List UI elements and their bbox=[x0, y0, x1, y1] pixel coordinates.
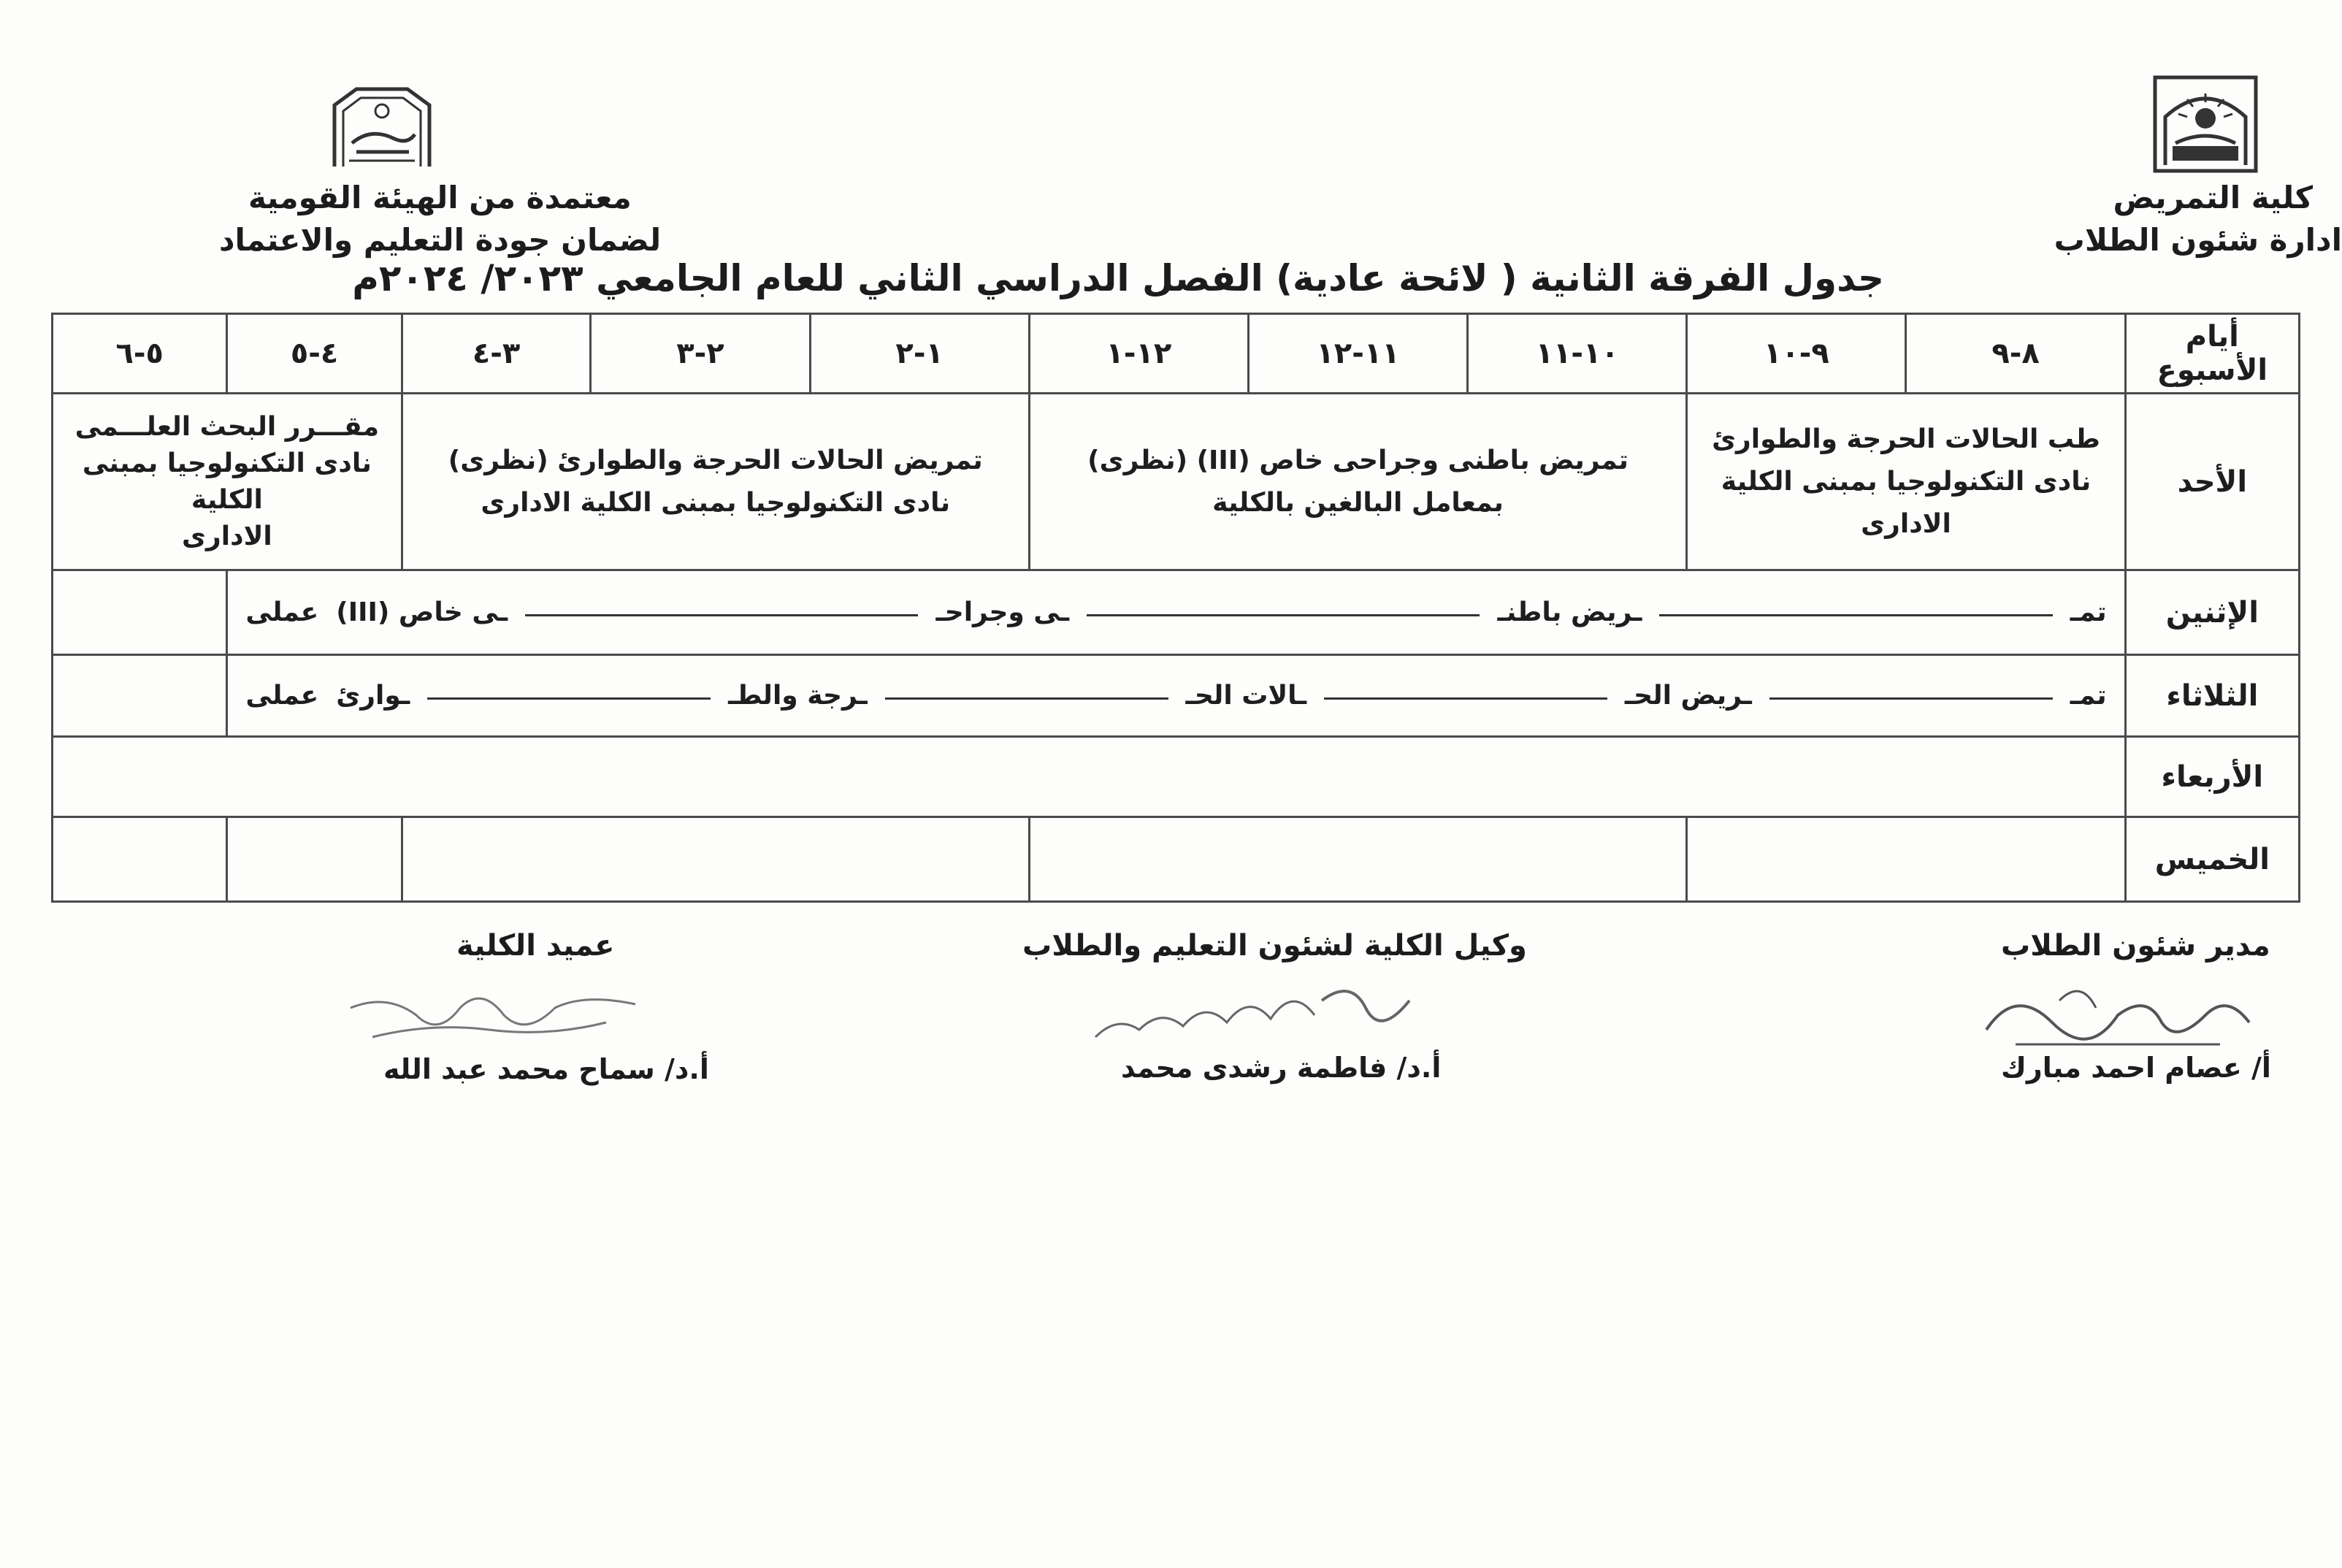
empty-cell bbox=[227, 817, 402, 902]
slot-header: ١-٢ bbox=[810, 314, 1029, 394]
course-text-segment: تمـ bbox=[2070, 681, 2107, 711]
stretch-line bbox=[1324, 697, 1607, 700]
practical-course-line bbox=[238, 597, 2113, 627]
day-label: الإثنين bbox=[2125, 570, 2299, 655]
signatory-title: مدير شئون الطلاب bbox=[2001, 929, 2270, 963]
empty-cell bbox=[53, 817, 227, 902]
slot-header: ١١-١٢ bbox=[1248, 314, 1467, 394]
handwritten-signature bbox=[1972, 971, 2264, 1059]
slot-header: ٥-٦ bbox=[53, 314, 227, 394]
accreditation-line2: لضمان جودة التعليم والاعتماد bbox=[219, 222, 662, 258]
day-label: الخميس bbox=[2125, 817, 2299, 902]
row-monday bbox=[53, 570, 2300, 655]
course-text-segment: ـوارئ bbox=[336, 681, 410, 711]
department-name: ادارة شئون الطلاب bbox=[2054, 222, 2342, 258]
stretch-line bbox=[1659, 614, 2052, 616]
college-name: كلية التمريض bbox=[2113, 180, 2313, 215]
signatory-name: أ.د/ سماح محمد عبد الله bbox=[383, 1053, 709, 1085]
row-wednesday bbox=[53, 737, 2300, 817]
course-type: عملى bbox=[245, 597, 319, 627]
empty-cell bbox=[53, 655, 227, 737]
empty-cell bbox=[402, 817, 1029, 902]
stretch-line bbox=[885, 697, 1168, 700]
practical-course-line bbox=[238, 681, 2113, 711]
days-column-header: أيام الأسبوع bbox=[2125, 314, 2299, 394]
course-location: نادى التكنولوجيا بمبنى الكلية الادارى bbox=[481, 487, 951, 518]
course-cell bbox=[402, 394, 1029, 570]
course-title: مقـــرر البحث العلـــمى bbox=[74, 411, 379, 442]
handwritten-signature bbox=[1088, 971, 1424, 1052]
signatory-name: أ/ عصام احمد مبارك bbox=[2001, 1052, 2271, 1084]
signatory-title: وكيل الكلية لشئون التعليم والطلاب bbox=[1022, 929, 1527, 963]
day-label: الأربعاء bbox=[2125, 737, 2299, 817]
day-label: الأحد bbox=[2125, 394, 2299, 570]
day-label: الثلاثاء bbox=[2125, 655, 2299, 737]
course-cell bbox=[227, 570, 2125, 655]
slot-header: ٣-٤ bbox=[402, 314, 591, 394]
empty-cell bbox=[1687, 817, 2125, 902]
course-title: طب الحالات الحرجة والطوارئ bbox=[1712, 424, 2100, 454]
course-location: بمعامل البالغين بالكلية bbox=[1212, 487, 1504, 518]
schedule-title: جدول الفرقة الثانية ( لائحة عادية) الفصل الدراسي الثاني للعام الجامعي ٢٠٢٣/ ٢٠٢٤م bbox=[352, 257, 1884, 299]
empty-cell bbox=[1029, 817, 1687, 902]
empty-cell bbox=[53, 737, 2126, 817]
course-location: الادارى bbox=[182, 521, 272, 551]
row-sunday bbox=[53, 394, 2300, 570]
course-text-segment: ـريض باطنـ bbox=[1497, 597, 1642, 627]
slot-header: ١٢-١ bbox=[1029, 314, 1248, 394]
accreditation-logo bbox=[327, 76, 437, 171]
handwritten-signature bbox=[343, 979, 650, 1052]
slot-header: ٨-٩ bbox=[1906, 314, 2125, 394]
stretch-line bbox=[525, 614, 918, 616]
course-text-segment: ـرجة والطـ bbox=[728, 681, 868, 711]
course-type: عملى bbox=[245, 681, 319, 711]
course-cell bbox=[1687, 394, 2125, 570]
slot-header: ٤-٥ bbox=[227, 314, 402, 394]
row-tuesday bbox=[53, 655, 2300, 737]
row-thursday bbox=[53, 817, 2300, 902]
accreditation-line1: معتمدة من الهيئة القومية bbox=[248, 180, 632, 215]
signatory-title: عميد الكلية bbox=[456, 929, 615, 963]
course-text-segment: ـريض الحـ bbox=[1624, 681, 1752, 711]
signatory-name: أ.د/ فاطمة رشدى محمد bbox=[1121, 1052, 1442, 1084]
slot-header: ٩-١٠ bbox=[1687, 314, 1906, 394]
course-location: نادى التكنولوجيا بمبنى الكلية bbox=[82, 448, 372, 515]
stretch-line bbox=[427, 697, 711, 700]
slot-header: ٢-٣ bbox=[591, 314, 810, 394]
course-title: تمريض باطنى وجراحى خاص (III) (نظرى) bbox=[1087, 445, 1629, 475]
header-row bbox=[53, 314, 2300, 394]
course-location: نادى التكنولوجيا بمبنى الكلية الادارى bbox=[1721, 466, 2092, 539]
course-cell bbox=[227, 655, 2125, 737]
course-text-segment: ـى خاص (III) bbox=[336, 597, 508, 627]
course-cell bbox=[1029, 394, 1687, 570]
stretch-line bbox=[1087, 614, 1480, 616]
slot-header: ١٠-١١ bbox=[1468, 314, 1687, 394]
schedule-table bbox=[51, 313, 2300, 903]
empty-cell bbox=[53, 570, 227, 655]
college-logo bbox=[2151, 73, 2260, 175]
course-text-segment: تمـ bbox=[2070, 597, 2107, 627]
stretch-line bbox=[1769, 697, 2053, 700]
course-cell bbox=[53, 394, 402, 570]
course-text-segment: ـى وجراحـ bbox=[935, 597, 1070, 627]
course-text-segment: ـالات الحـ bbox=[1185, 681, 1306, 711]
course-title: تمريض الحالات الحرجة والطوارئ (نظرى) bbox=[448, 445, 983, 475]
